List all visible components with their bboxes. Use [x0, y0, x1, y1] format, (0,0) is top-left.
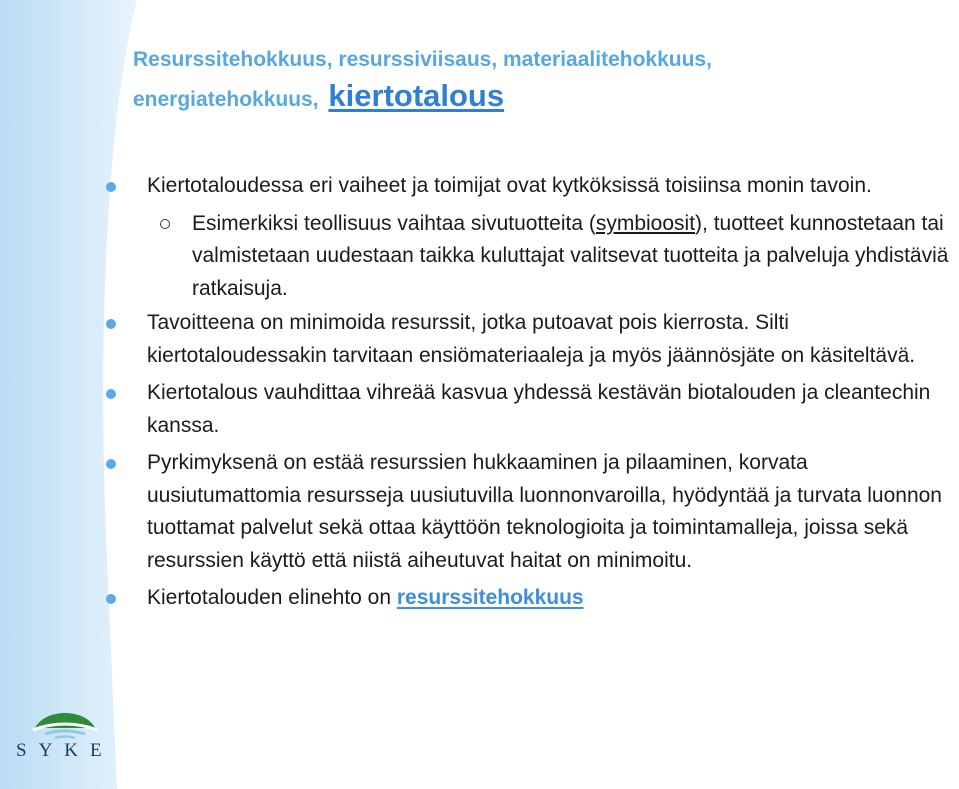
bullet-list	[100, 170, 959, 615]
bullet-circle-icon	[160, 219, 170, 229]
bullet-text: ), tuotteet kunnostetaan tai valmistetaan uudestaan taikka kuluttajat valitsevat tuotteita ja palveluja yhdistäviä ratkaisuja.	[192, 211, 949, 300]
bullet-dot-icon	[106, 389, 116, 399]
title-line-2: energiatehokkuus,	[133, 88, 319, 111]
bullet-text: Kiertotalouden elinehto on	[147, 586, 397, 609]
bullet-item	[100, 377, 959, 442]
bullet-dot-icon	[106, 594, 116, 604]
symbioosit-link[interactable]: symbioosit	[595, 211, 696, 235]
bullet-text: Kiertotaloudessa eri vaiheet ja toimijat ovat kytköksissä toisiinsa monin tavoin.	[147, 174, 872, 197]
bullet-item	[100, 447, 959, 577]
slide-title	[133, 42, 943, 118]
bullet-text: Kiertotalous vauhdittaa vihreää kasvua yhdessä kestävän biotalouden ja cleantechin kanssa.	[147, 381, 931, 437]
bullet-text: Tavoitteena on minimoida resurssit, jotka putoavat pois kierrosta. Silti kiertotaloudessakin tarvitaan ensiömateriaaleja ja myös jäännösjäte on käsiteltävä.	[147, 311, 916, 367]
bullet-text: Pyrkimyksenä on estää resurssien hukkaaminen ja pilaaminen, korvata uusiutumattomia resursseja uusiutuvilla luonnonvaroilla, hyödyntää ja turvata luonnon tuottamat palvelut sekä ottaa käyttöön teknologioita ja toimintamalleja, joissa sekä resurssien käyttö että niistä aiheutuvat haitat on minimoitu.	[147, 451, 942, 572]
syke-logo-text: SYKE	[16, 740, 114, 761]
bullet-item	[100, 582, 959, 615]
bullet-item	[100, 307, 959, 372]
title-line-1: Resurssitehokkuus, resurssiviisaus, materiaalitehokkuus,	[133, 48, 712, 71]
bullet-dot-icon	[106, 459, 116, 469]
resurssitehokkuus-link[interactable]: resurssitehokkuus	[396, 586, 584, 609]
bullet-item	[100, 170, 959, 203]
bullet-dot-icon	[106, 319, 116, 329]
bullet-text: Esimerkiksi teollisuus vaihtaa sivutuotteita (	[192, 211, 596, 235]
bullet-dot-icon	[106, 182, 116, 192]
title-emphasis-link[interactable]: kiertotalous	[328, 78, 505, 113]
sub-bullet-item	[100, 208, 959, 306]
